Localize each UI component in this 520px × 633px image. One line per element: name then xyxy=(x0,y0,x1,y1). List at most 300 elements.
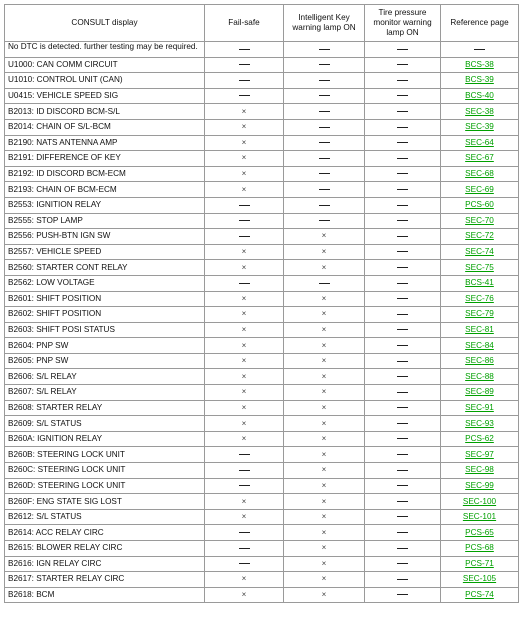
dash-mark xyxy=(239,470,250,471)
dash-mark xyxy=(397,267,408,268)
cell-display: B2557: VEHICLE SPEED xyxy=(5,244,205,260)
table-row xyxy=(5,494,519,510)
dash-mark xyxy=(397,579,408,580)
reference-link[interactable]: SEC-75 xyxy=(465,262,494,272)
cell-reference xyxy=(441,478,519,494)
cell-key-lamp xyxy=(284,478,365,494)
reference-link[interactable]: PCS-68 xyxy=(465,543,494,553)
x-mark: × xyxy=(241,574,247,584)
table-row xyxy=(5,166,519,182)
dash-mark xyxy=(397,189,408,190)
cell-display: B2193: CHAIN OF BCM-ECM xyxy=(5,182,205,198)
cell-tire-lamp xyxy=(365,275,441,291)
cell-reference xyxy=(441,463,519,479)
table-row xyxy=(5,244,519,260)
x-mark: × xyxy=(241,496,247,506)
dash-mark xyxy=(239,64,250,65)
cell-key-lamp xyxy=(284,447,365,463)
reference-link[interactable]: SEC-84 xyxy=(465,340,494,350)
cell-reference xyxy=(441,556,519,572)
cell-key-lamp xyxy=(284,541,365,557)
dash-mark xyxy=(239,95,250,96)
dash-mark xyxy=(319,158,330,159)
dash-mark xyxy=(319,64,330,65)
cell-tire-lamp xyxy=(365,213,441,229)
x-mark: × xyxy=(321,231,327,241)
cell-reference xyxy=(441,135,519,151)
dash-mark xyxy=(239,80,250,81)
cell-key-lamp xyxy=(284,73,365,89)
reference-link[interactable]: SEC-64 xyxy=(465,137,494,147)
cell-reference xyxy=(441,229,519,245)
dash-mark xyxy=(397,251,408,252)
table-row xyxy=(5,369,519,385)
cell-reference xyxy=(441,416,519,432)
cell-tire-lamp xyxy=(365,338,441,354)
cell-fail-safe xyxy=(205,353,284,369)
cell-display: B2617: STARTER RELAY CIRC xyxy=(5,572,205,588)
header-reference-page: Reference page xyxy=(441,5,519,42)
dash-mark xyxy=(397,470,408,471)
reference-link[interactable]: SEC-100 xyxy=(462,496,497,506)
x-mark: × xyxy=(321,434,327,444)
cell-fail-safe xyxy=(205,213,284,229)
cell-tire-lamp xyxy=(365,541,441,557)
cell-fail-safe xyxy=(205,369,284,385)
table-row xyxy=(5,229,519,245)
table-row xyxy=(5,213,519,229)
dash-mark xyxy=(397,454,408,455)
x-mark: × xyxy=(321,480,327,490)
cell-tire-lamp xyxy=(365,73,441,89)
table-row xyxy=(5,135,519,151)
cell-display: No DTC is detected. further testing may be required. xyxy=(5,42,205,58)
cell-fail-safe xyxy=(205,135,284,151)
header-intelligent-key-lamp: Intelligent Key warning lamp ON xyxy=(284,5,365,42)
cell-reference xyxy=(441,291,519,307)
dash-mark xyxy=(397,563,408,564)
cell-reference xyxy=(441,213,519,229)
cell-key-lamp xyxy=(284,88,365,104)
cell-tire-lamp xyxy=(365,385,441,401)
table-row xyxy=(5,119,519,135)
cell-display: B2614: ACC RELAY CIRC xyxy=(5,525,205,541)
cell-reference xyxy=(441,541,519,557)
cell-tire-lamp xyxy=(365,447,441,463)
cell-key-lamp xyxy=(284,291,365,307)
x-mark: × xyxy=(241,262,247,272)
cell-fail-safe xyxy=(205,88,284,104)
cell-key-lamp xyxy=(284,182,365,198)
cell-tire-lamp xyxy=(365,369,441,385)
reference-link[interactable]: SEC-99 xyxy=(465,480,494,490)
cell-fail-safe xyxy=(205,73,284,89)
cell-fail-safe xyxy=(205,244,284,260)
cell-key-lamp xyxy=(284,525,365,541)
cell-display: B2609: S/L STATUS xyxy=(5,416,205,432)
cell-display: B2013: ID DISCORD BCM-S/L xyxy=(5,104,205,120)
table-row xyxy=(5,353,519,369)
cell-fail-safe xyxy=(205,463,284,479)
cell-tire-lamp xyxy=(365,322,441,338)
x-mark: × xyxy=(321,262,327,272)
cell-reference xyxy=(441,369,519,385)
cell-key-lamp xyxy=(284,151,365,167)
cell-tire-lamp xyxy=(365,478,441,494)
x-mark: × xyxy=(321,527,327,537)
cell-reference xyxy=(441,338,519,354)
reference-link[interactable]: SEC-101 xyxy=(462,512,497,522)
table-row xyxy=(5,385,519,401)
cell-tire-lamp xyxy=(365,135,441,151)
cell-display: B2608: STARTER RELAY xyxy=(5,400,205,416)
cell-reference xyxy=(441,182,519,198)
table-row xyxy=(5,151,519,167)
dash-mark xyxy=(397,516,408,517)
cell-key-lamp xyxy=(284,494,365,510)
cell-display: B2601: SHIFT POSITION xyxy=(5,291,205,307)
dash-mark xyxy=(319,220,330,221)
cell-key-lamp xyxy=(284,135,365,151)
table-row xyxy=(5,197,519,213)
reference-link[interactable]: SEC-86 xyxy=(465,356,494,366)
cell-reference xyxy=(441,260,519,276)
reference-link[interactable]: SEC-89 xyxy=(465,387,494,397)
cell-tire-lamp xyxy=(365,88,441,104)
cell-fail-safe xyxy=(205,587,284,603)
cell-display: B2553: IGNITION RELAY xyxy=(5,197,205,213)
reference-link[interactable]: SEC-81 xyxy=(465,324,494,334)
x-mark: × xyxy=(321,247,327,257)
cell-display: U1010: CONTROL UNIT (CAN) xyxy=(5,73,205,89)
table-row-no-dtc xyxy=(5,42,519,58)
cell-display: B2604: PNP SW xyxy=(5,338,205,354)
reference-link[interactable]: SEC-68 xyxy=(465,169,494,179)
cell-reference xyxy=(441,353,519,369)
x-mark: × xyxy=(241,309,247,319)
cell-tire-lamp xyxy=(365,463,441,479)
cell-fail-safe xyxy=(205,431,284,447)
dash-mark xyxy=(397,236,408,237)
dash-mark xyxy=(239,283,250,284)
cell-fail-safe xyxy=(205,57,284,73)
cell-display: B2560: STARTER CONT RELAY xyxy=(5,260,205,276)
x-mark: × xyxy=(241,356,247,366)
reference-link[interactable]: PCS-60 xyxy=(465,200,494,210)
cell-reference xyxy=(441,572,519,588)
dash-mark xyxy=(239,236,250,237)
x-mark: × xyxy=(321,293,327,303)
dash-mark xyxy=(319,173,330,174)
cell-display: B260D: STEERING LOCK UNIT xyxy=(5,478,205,494)
cell-key-lamp xyxy=(284,307,365,323)
x-mark: × xyxy=(321,574,327,584)
x-mark: × xyxy=(321,418,327,428)
x-mark: × xyxy=(321,387,327,397)
cell-fail-safe xyxy=(205,197,284,213)
cell-fail-safe xyxy=(205,338,284,354)
cell-reference xyxy=(441,197,519,213)
cell-reference xyxy=(441,166,519,182)
cell-key-lamp xyxy=(284,463,365,479)
x-mark: × xyxy=(241,512,247,522)
cell-key-lamp xyxy=(284,338,365,354)
cell-fail-safe xyxy=(205,275,284,291)
cell-tire-lamp xyxy=(365,197,441,213)
dash-mark xyxy=(239,485,250,486)
cell-tire-lamp xyxy=(365,260,441,276)
table-row xyxy=(5,541,519,557)
cell-fail-safe xyxy=(205,104,284,120)
cell-key-lamp xyxy=(284,275,365,291)
cell-fail-safe xyxy=(205,182,284,198)
dash-mark xyxy=(397,376,408,377)
x-mark: × xyxy=(321,449,327,459)
cell-reference xyxy=(441,275,519,291)
cell-reference xyxy=(441,400,519,416)
x-mark: × xyxy=(241,371,247,381)
reference-link[interactable]: SEC-67 xyxy=(465,153,494,163)
dash-mark xyxy=(319,127,330,128)
reference-link[interactable]: SEC-72 xyxy=(465,231,494,241)
dash-mark xyxy=(319,189,330,190)
reference-link[interactable]: BCS-40 xyxy=(465,91,494,101)
cell-tire-lamp xyxy=(365,572,441,588)
header-consult-display: CONSULT display xyxy=(5,5,205,42)
dash-mark xyxy=(397,594,408,595)
dash-mark xyxy=(319,49,330,50)
header-tire-pressure-lamp: Tire pressure monitor warning lamp ON xyxy=(365,5,441,42)
reference-link[interactable]: SEC-69 xyxy=(465,184,494,194)
x-mark: × xyxy=(241,106,247,116)
dash-mark xyxy=(319,111,330,112)
reference-link[interactable]: SEC-70 xyxy=(465,215,494,225)
dash-mark xyxy=(319,95,330,96)
cell-key-lamp xyxy=(284,322,365,338)
reference-link[interactable]: PCS-71 xyxy=(465,558,494,568)
reference-link[interactable]: PCS-62 xyxy=(465,434,494,444)
cell-fail-safe xyxy=(205,525,284,541)
cell-reference xyxy=(441,104,519,120)
reference-link[interactable]: BCS-39 xyxy=(465,75,494,85)
cell-key-lamp xyxy=(284,42,365,58)
x-mark: × xyxy=(241,153,247,163)
cell-display: B2607: S/L RELAY xyxy=(5,385,205,401)
dash-mark xyxy=(319,142,330,143)
cell-reference xyxy=(441,509,519,525)
cell-reference xyxy=(441,447,519,463)
cell-key-lamp xyxy=(284,197,365,213)
dash-mark xyxy=(319,205,330,206)
cell-key-lamp xyxy=(284,57,365,73)
reference-link[interactable]: SEC-76 xyxy=(465,293,494,303)
cell-reference xyxy=(441,494,519,510)
dash-mark xyxy=(397,532,408,533)
cell-reference xyxy=(441,587,519,603)
table-row xyxy=(5,307,519,323)
cell-reference xyxy=(441,385,519,401)
cell-display: B2192: ID DISCORD BCM-ECM xyxy=(5,166,205,182)
table-row xyxy=(5,260,519,276)
x-mark: × xyxy=(241,418,247,428)
cell-display: B2014: CHAIN OF S/L-BCM xyxy=(5,119,205,135)
table-row xyxy=(5,431,519,447)
cell-fail-safe xyxy=(205,494,284,510)
x-mark: × xyxy=(321,324,327,334)
cell-reference xyxy=(441,244,519,260)
dash-mark xyxy=(239,205,250,206)
cell-fail-safe xyxy=(205,260,284,276)
table-row xyxy=(5,416,519,432)
cell-key-lamp xyxy=(284,369,365,385)
header-row xyxy=(5,5,519,42)
cell-key-lamp xyxy=(284,431,365,447)
dash-mark xyxy=(397,314,408,315)
table-row xyxy=(5,556,519,572)
cell-reference xyxy=(441,57,519,73)
dash-mark xyxy=(319,283,330,284)
cell-tire-lamp xyxy=(365,416,441,432)
dash-mark xyxy=(397,392,408,393)
dtc-table xyxy=(4,4,519,603)
cell-fail-safe xyxy=(205,556,284,572)
cell-display: B2612: S/L STATUS xyxy=(5,509,205,525)
cell-fail-safe xyxy=(205,572,284,588)
x-mark: × xyxy=(241,293,247,303)
header-fail-safe: Fail-safe xyxy=(205,5,284,42)
cell-tire-lamp xyxy=(365,431,441,447)
dash-mark xyxy=(397,407,408,408)
x-mark: × xyxy=(241,340,247,350)
cell-display: B2562: LOW VOLTAGE xyxy=(5,275,205,291)
cell-fail-safe xyxy=(205,447,284,463)
reference-link[interactable]: SEC-79 xyxy=(465,309,494,319)
reference-link[interactable]: SEC-88 xyxy=(465,371,494,381)
reference-link[interactable]: SEC-93 xyxy=(465,418,494,428)
cell-key-lamp xyxy=(284,213,365,229)
table-row xyxy=(5,275,519,291)
cell-reference xyxy=(441,119,519,135)
cell-display: B260B: STEERING LOCK UNIT xyxy=(5,447,205,463)
reference-link[interactable]: BCS-38 xyxy=(465,59,494,69)
dash-mark xyxy=(397,111,408,112)
cell-tire-lamp xyxy=(365,556,441,572)
cell-reference xyxy=(441,431,519,447)
cell-tire-lamp xyxy=(365,42,441,58)
cell-reference xyxy=(441,307,519,323)
table-row xyxy=(5,182,519,198)
reference-link[interactable]: SEC-97 xyxy=(465,449,494,459)
dash-mark xyxy=(239,563,250,564)
cell-fail-safe xyxy=(205,400,284,416)
dash-mark xyxy=(397,438,408,439)
reference-link[interactable]: SEC-74 xyxy=(465,247,494,257)
table-row xyxy=(5,587,519,603)
table-row xyxy=(5,509,519,525)
cell-key-lamp xyxy=(284,166,365,182)
x-mark: × xyxy=(241,122,247,132)
table-row xyxy=(5,57,519,73)
x-mark: × xyxy=(321,496,327,506)
dash-mark xyxy=(239,49,250,50)
dash-mark xyxy=(397,80,408,81)
dash-mark xyxy=(397,329,408,330)
cell-key-lamp xyxy=(284,509,365,525)
table-row xyxy=(5,447,519,463)
cell-key-lamp xyxy=(284,353,365,369)
cell-display: U1000: CAN COMM CIRCUIT xyxy=(5,57,205,73)
reference-link[interactable]: SEC-98 xyxy=(465,465,494,475)
x-mark: × xyxy=(241,169,247,179)
cell-tire-lamp xyxy=(365,244,441,260)
cell-key-lamp xyxy=(284,400,365,416)
reference-link[interactable]: PCS-65 xyxy=(465,527,494,537)
cell-fail-safe xyxy=(205,166,284,182)
dash-mark xyxy=(474,49,485,50)
dash-mark xyxy=(397,95,408,96)
cell-fail-safe xyxy=(205,541,284,557)
cell-tire-lamp xyxy=(365,182,441,198)
dash-mark xyxy=(239,548,250,549)
cell-fail-safe xyxy=(205,385,284,401)
reference-link[interactable]: PCS-74 xyxy=(465,590,494,600)
reference-link[interactable]: SEC-38 xyxy=(465,106,494,116)
reference-link[interactable]: SEC-39 xyxy=(465,122,494,132)
x-mark: × xyxy=(241,324,247,334)
cell-display: B2605: PNP SW xyxy=(5,353,205,369)
reference-link[interactable]: SEC-105 xyxy=(462,574,497,584)
cell-fail-safe xyxy=(205,416,284,432)
cell-reference xyxy=(441,73,519,89)
table-row xyxy=(5,572,519,588)
x-mark: × xyxy=(241,247,247,257)
cell-tire-lamp xyxy=(365,525,441,541)
cell-tire-lamp xyxy=(365,104,441,120)
x-mark: × xyxy=(321,356,327,366)
dash-mark xyxy=(397,345,408,346)
cell-key-lamp xyxy=(284,587,365,603)
cell-key-lamp xyxy=(284,385,365,401)
cell-tire-lamp xyxy=(365,119,441,135)
x-mark: × xyxy=(321,465,327,475)
cell-fail-safe xyxy=(205,509,284,525)
table-row xyxy=(5,291,519,307)
x-mark: × xyxy=(241,402,247,412)
cell-key-lamp xyxy=(284,416,365,432)
cell-display: B260C: STEERING LOCK UNIT xyxy=(5,463,205,479)
reference-link[interactable]: BCS-41 xyxy=(465,278,494,288)
cell-fail-safe xyxy=(205,229,284,245)
cell-display: B260F: ENG STATE SIG LOST xyxy=(5,494,205,510)
cell-display: B2616: IGN RELAY CIRC xyxy=(5,556,205,572)
dash-mark xyxy=(397,361,408,362)
x-mark: × xyxy=(241,137,247,147)
x-mark: × xyxy=(321,543,327,553)
cell-reference xyxy=(441,42,519,58)
cell-display: B2606: S/L RELAY xyxy=(5,369,205,385)
cell-reference xyxy=(441,322,519,338)
dash-mark xyxy=(397,283,408,284)
table-row xyxy=(5,525,519,541)
cell-tire-lamp xyxy=(365,509,441,525)
cell-tire-lamp xyxy=(365,494,441,510)
cell-fail-safe xyxy=(205,307,284,323)
reference-link[interactable]: SEC-91 xyxy=(465,402,494,412)
cell-reference xyxy=(441,525,519,541)
cell-fail-safe xyxy=(205,322,284,338)
x-mark: × xyxy=(241,184,247,194)
cell-tire-lamp xyxy=(365,400,441,416)
